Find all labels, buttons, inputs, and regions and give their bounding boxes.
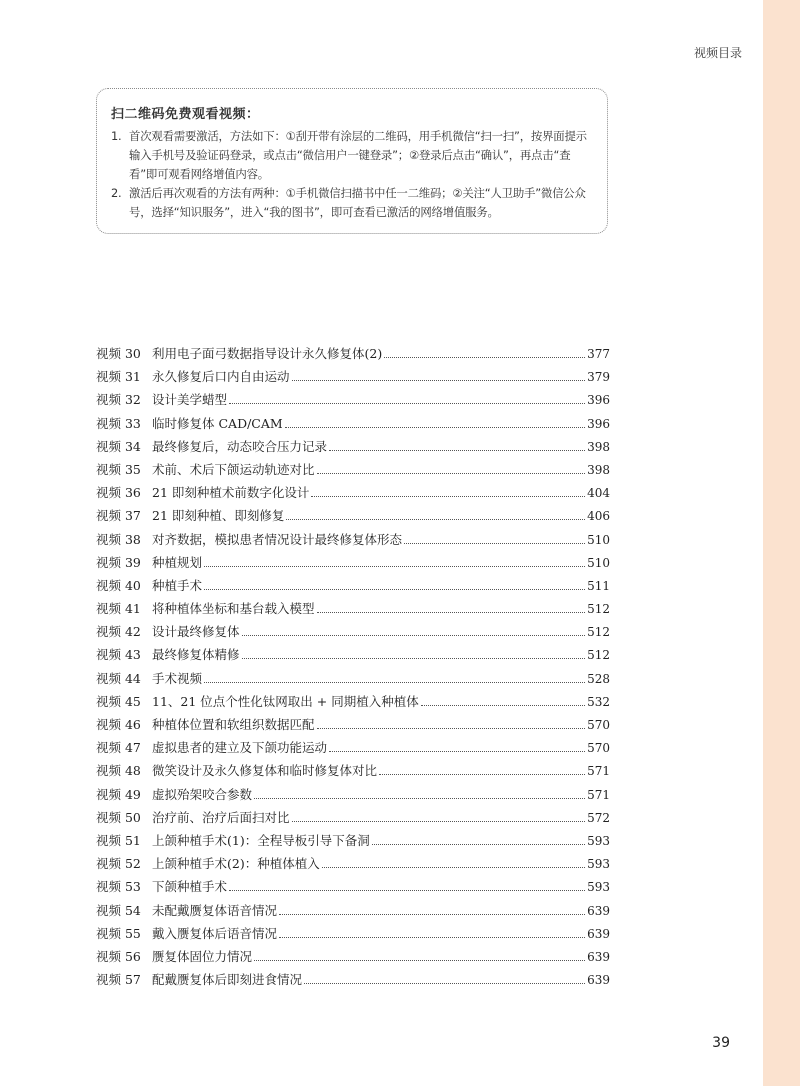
toc-dot-leader — [317, 728, 586, 729]
toc-dot-leader — [379, 774, 585, 775]
toc-entry-page: 593 — [587, 880, 610, 895]
toc-entry-page: 639 — [587, 973, 610, 988]
toc-entry-page: 593 — [587, 833, 610, 848]
toc-entry-page: 377 — [587, 347, 610, 361]
toc-entry-page: 404 — [587, 486, 610, 501]
toc-dot-leader — [404, 543, 585, 544]
notice-item-number: 1. — [111, 129, 122, 143]
toc-entry[interactable] — [96, 460, 610, 483]
toc-entry-label: 视频 34 — [96, 438, 141, 454]
toc-entry[interactable] — [96, 437, 610, 460]
toc-entry[interactable] — [96, 831, 610, 854]
notice-item-number: 2. — [111, 186, 122, 200]
toc-dot-leader — [204, 566, 585, 567]
side-color-strip — [763, 0, 800, 1086]
toc-entry-title: 对齐数据，模拟患者情况设计最终修复体形态 — [152, 531, 403, 547]
toc-entry[interactable] — [96, 901, 610, 924]
toc-entry-page: 639 — [587, 926, 610, 941]
toc-entry-page: 512 — [587, 602, 610, 617]
toc-entry-page: 398 — [587, 462, 610, 477]
toc-entry-title: 21 即刻种植术前数字化设计 — [152, 485, 310, 501]
toc-entry-page: 571 — [587, 764, 610, 779]
toc-entry-label: 视频 37 — [96, 508, 141, 524]
toc-entry-label: 视频 52 — [96, 856, 141, 872]
toc-entry[interactable] — [96, 924, 610, 947]
toc-entry-label: 视频 40 — [96, 577, 141, 593]
toc-entry-title: 上颌种植手术(1)：全程导板引导下备洞 — [152, 832, 370, 848]
toc-entry-title: 永久修复后口内自由运动 — [152, 369, 290, 385]
toc-entry-page: 406 — [587, 509, 610, 524]
toc-entry[interactable] — [96, 553, 610, 576]
toc-dot-leader — [292, 380, 586, 381]
toc-entry-label: 视频 48 — [96, 763, 141, 779]
toc-dot-leader — [204, 589, 585, 590]
toc-entry-page: 570 — [587, 741, 610, 756]
toc-entry-title: 下颌种植手术 — [152, 879, 228, 895]
toc-dot-leader — [204, 682, 585, 683]
toc-dot-leader — [304, 983, 585, 984]
toc-entry-title: 将种植体坐标和基台载入模型 — [152, 601, 315, 617]
toc-entry[interactable] — [96, 599, 610, 622]
toc-entry-label: 视频 54 — [96, 902, 141, 918]
toc-entry-title: 治疗前、治疗后面扫对比 — [152, 809, 290, 825]
toc-entry-page: 528 — [587, 671, 610, 686]
toc-entry-label: 视频 46 — [96, 717, 141, 732]
toc-entry-label: 视频 41 — [96, 601, 141, 617]
toc-entry-page: 510 — [587, 555, 610, 570]
toc-dot-leader — [292, 821, 586, 822]
notice-item — [111, 184, 593, 222]
toc-entry-page: 396 — [587, 416, 610, 431]
toc-entry-label: 视频 53 — [96, 879, 141, 895]
toc-entry-page: 639 — [587, 903, 610, 918]
toc-entry-title: 21 即刻种植、即刻修复 — [152, 508, 285, 524]
toc-entry-page: 571 — [587, 787, 610, 802]
toc-entry-title: 设计最终修复体 — [152, 624, 240, 640]
toc-dot-leader — [421, 705, 585, 706]
toc-entry-title: 种植规划 — [152, 554, 203, 570]
toc-dot-leader — [229, 890, 585, 891]
toc-entry-title: 赝复体固位力情况 — [152, 948, 253, 964]
toc-entry-label: 视频 55 — [96, 925, 141, 941]
toc-entry-title: 手术视频 — [152, 670, 203, 686]
toc-entry-page: 398 — [587, 439, 610, 454]
toc-entry-label: 视频 30 — [96, 346, 141, 361]
toc-dot-leader — [286, 519, 585, 520]
toc-entry-title: 术前、术后下颌运动轨迹对比 — [152, 461, 315, 477]
toc-entry[interactable] — [96, 506, 610, 529]
toc-entry-page: 512 — [587, 648, 610, 663]
running-head: 视频目录 — [693, 46, 742, 60]
toc-dot-leader — [229, 403, 585, 404]
toc-entry-page: 532 — [587, 694, 610, 709]
toc-entry[interactable] — [96, 390, 610, 413]
notice-item-text: 首次观看需要激活，方法如下：①刮开带有涂层的二维码，用手机微信“扫一扫”，按界面提示输入手机号及验证码登录，或点击“微信用户一键登录”；②登录后点击“确认”，再点击“查看”即可观看网络增值内容。 — [129, 129, 587, 181]
page-number: 39 — [712, 1035, 730, 1051]
toc-entry-label: 视频 56 — [96, 948, 141, 964]
qr-notice-box — [96, 88, 608, 234]
toc-dot-leader — [242, 635, 586, 636]
toc-entry[interactable] — [96, 715, 610, 738]
notice-title: 扫二维码免费观看视频： — [111, 107, 260, 122]
toc-dot-leader — [384, 357, 585, 358]
notice-item — [111, 127, 593, 184]
toc-entry-label: 视频 43 — [96, 647, 141, 663]
toc-dot-leader — [322, 867, 585, 868]
video-toc-list — [96, 344, 610, 993]
toc-entry[interactable] — [96, 947, 610, 970]
toc-entry-label: 视频 47 — [96, 740, 141, 756]
toc-entry-title: 临时修复体 CAD/CAM — [152, 415, 283, 431]
toc-entry[interactable] — [96, 761, 610, 784]
toc-entry-page: 511 — [587, 578, 610, 593]
toc-dot-leader — [254, 798, 585, 799]
toc-entry-label: 视频 51 — [96, 832, 141, 848]
toc-entry-label: 视频 49 — [96, 786, 141, 802]
toc-entry-title: 种植体位置和软组织数据匹配 — [152, 717, 315, 732]
toc-entry-title: 最终修复后，动态咬合压力记录 — [152, 438, 328, 454]
toc-entry-label: 视频 50 — [96, 809, 141, 825]
toc-entry-label: 视频 44 — [96, 670, 141, 686]
toc-dot-leader — [372, 844, 585, 845]
toc-entry-title: 设计美学蜡型 — [152, 392, 228, 408]
toc-entry[interactable] — [96, 808, 610, 831]
toc-entry-label: 视频 45 — [96, 693, 141, 709]
toc-entry-page: 396 — [587, 393, 610, 408]
toc-entry-title: 11、21 位点个性化钛网取出 + 同期植入种植体 — [152, 693, 419, 709]
toc-entry-page: 593 — [587, 857, 610, 872]
toc-entry-title: 微笑设计及永久修复体和临时修复体对比 — [152, 763, 378, 779]
toc-entry-title: 最终修复体精修 — [152, 647, 240, 663]
toc-dot-leader — [311, 496, 585, 497]
toc-entry-label: 视频 31 — [96, 369, 141, 385]
toc-entry-title: 虚拟患者的建立及下颌功能运动 — [152, 740, 328, 756]
toc-entry-label: 视频 57 — [96, 972, 141, 988]
toc-entry-page: 639 — [587, 949, 610, 964]
toc-entry[interactable] — [96, 645, 610, 668]
toc-entry[interactable] — [96, 970, 610, 993]
toc-entry[interactable] — [96, 414, 610, 437]
toc-entry-page: 570 — [587, 718, 610, 732]
toc-dot-leader — [279, 914, 585, 915]
toc-dot-leader — [317, 473, 586, 474]
toc-dot-leader — [329, 751, 585, 752]
toc-entry-title: 配戴赝复体后即刻进食情况 — [152, 972, 303, 988]
toc-entry[interactable] — [96, 738, 610, 761]
toc-entry[interactable] — [96, 785, 610, 808]
toc-entry[interactable] — [96, 877, 610, 900]
toc-dot-leader — [279, 937, 585, 938]
toc-entry-label: 视频 32 — [96, 392, 141, 408]
toc-entry[interactable] — [96, 669, 610, 692]
toc-dot-leader — [254, 960, 585, 961]
toc-dot-leader — [329, 450, 585, 451]
toc-entry-label: 视频 35 — [96, 461, 141, 477]
toc-entry[interactable] — [96, 576, 610, 599]
toc-entry-title: 戴入赝复体后语音情况 — [152, 925, 278, 941]
toc-entry-title: 种植手术 — [152, 577, 203, 593]
toc-dot-leader — [285, 427, 585, 428]
notice-item-text: 激活后再次观看的方法有两种：①手机微信扫描书中任一二维码；②关注“人卫助手”微信公众号，选择“知识服务”，进入“我的图书”，即可查看已激活的网络增值服务。 — [129, 186, 586, 219]
toc-entry[interactable] — [96, 530, 610, 553]
toc-entry-label: 视频 38 — [96, 531, 141, 547]
toc-entry-page: 379 — [587, 370, 610, 385]
toc-entry-title: 利用电子面弓数据指导设计永久修复体(2) — [152, 346, 383, 361]
toc-entry[interactable] — [96, 483, 610, 506]
toc-entry[interactable] — [96, 367, 610, 390]
toc-entry-page: 510 — [587, 532, 610, 547]
toc-entry-title: 未配戴赝复体语音情况 — [152, 902, 278, 918]
toc-dot-leader — [242, 658, 586, 659]
toc-entry-page: 512 — [587, 625, 610, 640]
toc-entry[interactable] — [96, 344, 610, 367]
toc-entry-page: 572 — [587, 810, 610, 825]
toc-entry-label: 视频 33 — [96, 415, 141, 431]
toc-entry-title: 上颌种植手术(2)：种植体植入 — [152, 856, 320, 872]
toc-entry-title: 虚拟殆架咬合参数 — [152, 786, 253, 802]
toc-entry[interactable] — [96, 622, 610, 645]
toc-entry-label: 视频 39 — [96, 554, 141, 570]
toc-entry-label: 视频 42 — [96, 624, 141, 640]
toc-dot-leader — [317, 612, 586, 613]
toc-entry[interactable] — [96, 692, 610, 715]
toc-entry[interactable] — [96, 854, 610, 877]
toc-entry-label: 视频 36 — [96, 485, 141, 501]
